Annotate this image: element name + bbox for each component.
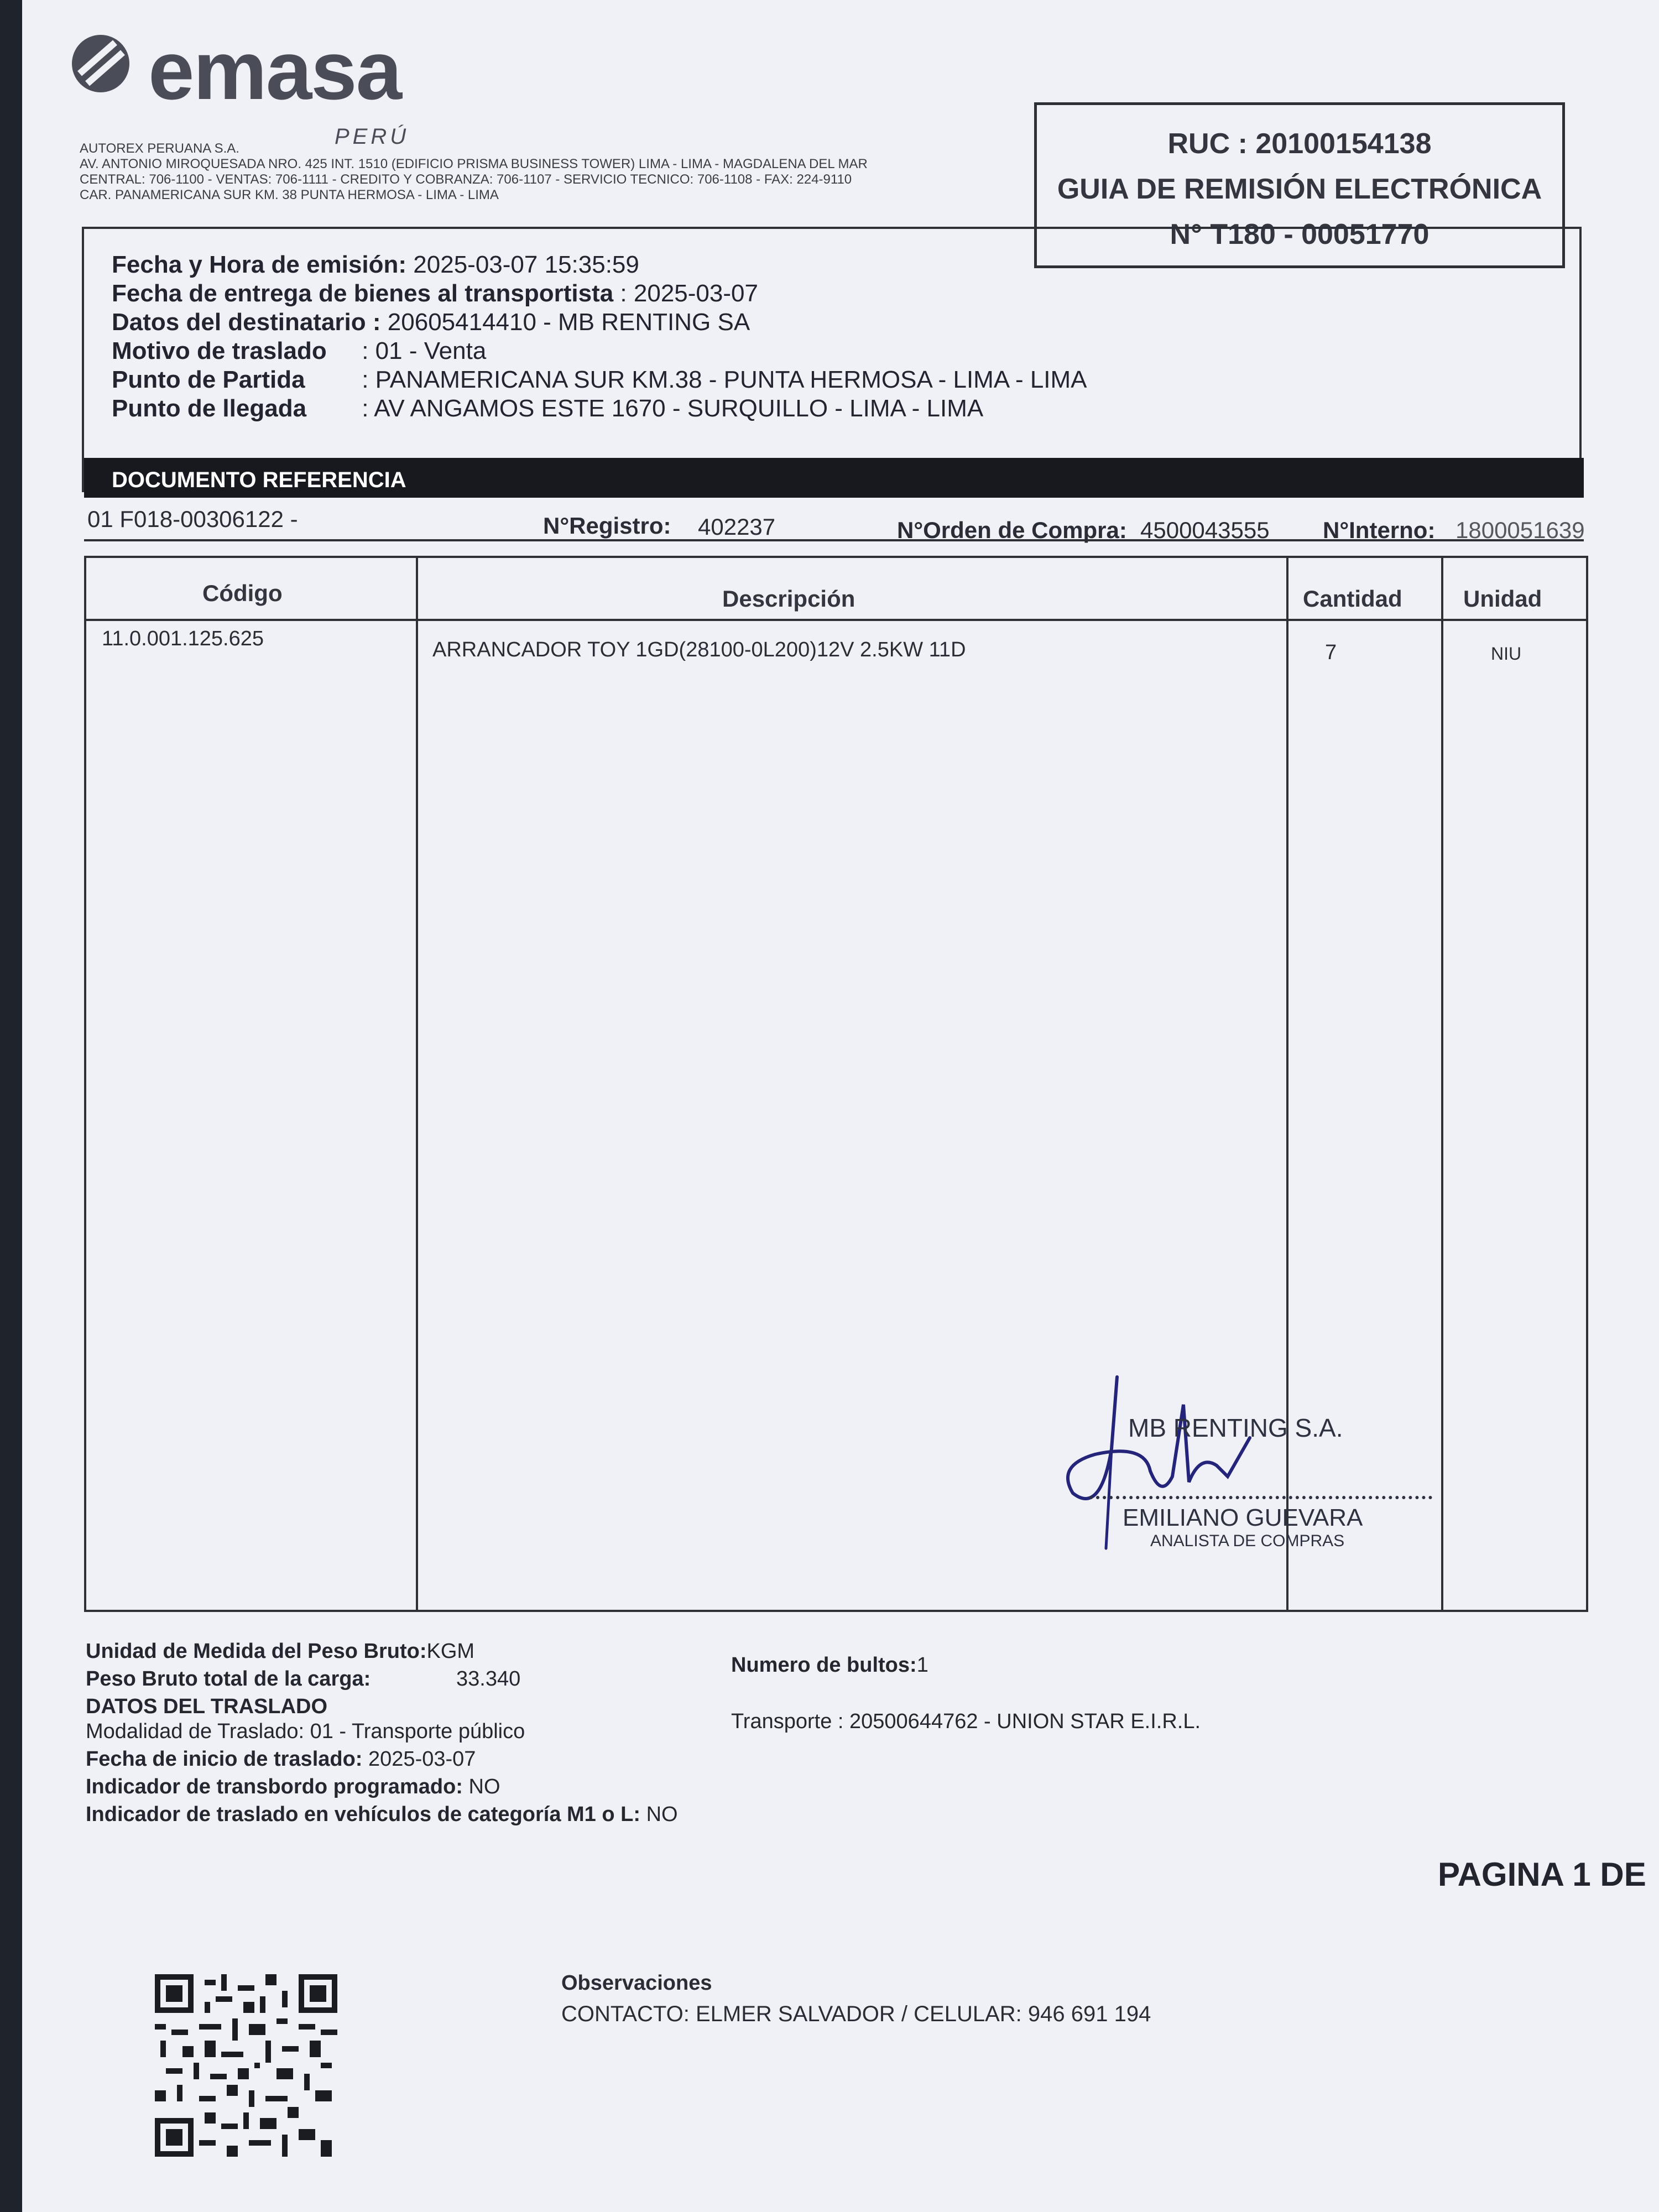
emision-label: Fecha y Hora de emisión: (112, 251, 407, 278)
document-type: GUIA DE REMISIÓN ELECTRÓNICA (1057, 173, 1542, 205)
llegada-label: Punto de llegada (112, 395, 307, 422)
entrega-row (112, 280, 758, 307)
bultos-label: Numero de bultos: (731, 1653, 917, 1677)
document-number: N° T180 - 00051770 (1170, 218, 1430, 251)
emasa-logo-icon (67, 30, 134, 97)
interno-value: 1800051639 (1455, 517, 1585, 543)
registro-value: 402237 (698, 514, 776, 540)
emision-row (112, 251, 639, 279)
motivo-row (112, 337, 486, 365)
company-address (80, 141, 909, 203)
stamp-company: MB RENTING S.A. (1128, 1413, 1343, 1442)
brand-name: emasa (148, 24, 401, 117)
column-divider (1441, 558, 1443, 1610)
document-page (22, 0, 1659, 2212)
stamp-signature-line (1089, 1496, 1432, 1499)
orden-label: N°Orden de Compra: (897, 517, 1127, 543)
transbordo-row (86, 1775, 500, 1799)
partida-label: Punto de Partida (112, 366, 305, 393)
llegada-row (112, 395, 983, 422)
partida-row (112, 366, 1087, 394)
datos-traslado-title: DATOS DEL TRASLADO (86, 1695, 328, 1718)
cell-cantidad: 7 (1325, 641, 1337, 664)
transporte-text: Transporte : 20500644762 - UNION STAR E.I.R.L. (731, 1710, 1201, 1733)
page-indicator: PAGINA 1 DE (1438, 1856, 1646, 1893)
ruc-number: RUC : 20100154138 (1167, 128, 1432, 160)
categoria-value: NO (646, 1803, 678, 1826)
inicio-row (86, 1747, 476, 1771)
registro-label: N°Registro: (543, 513, 671, 539)
categoria-row (86, 1803, 678, 1827)
header-descripcion: Descripción (722, 586, 855, 612)
header-divider (86, 619, 1586, 621)
transbordo-label: Indicador de transbordo programado: (86, 1775, 463, 1798)
stamp-role: ANALISTA DE COMPRAS (1150, 1532, 1345, 1550)
header-cantidad: Cantidad (1303, 586, 1402, 612)
transbordo-value: NO (468, 1775, 500, 1798)
company-line: CENTRAL: 706-1100 - VENTAS: 706-1111 - CREDITO Y COBRANZA: 706-1107 - SERVICIO TECNICO: 706-1108 - FAX: 224-9110 (80, 172, 852, 187)
cell-descripcion: ARRANCADOR TOY 1GD(28100-0L200)12V 2.5KW 11D (432, 638, 966, 661)
destinatario-value: 20605414410 - MB RENTING SA (387, 309, 750, 336)
header-unidad: Unidad (1463, 586, 1542, 612)
bultos-value: 1 (916, 1653, 928, 1677)
observaciones-label: Observaciones (561, 1971, 712, 1995)
observaciones-value: CONTACTO: ELMER SALVADOR / CELULAR: 946 691 194 (561, 2002, 1151, 2026)
motivo-value: : 01 - Venta (362, 337, 487, 364)
stamp-name: EMILIANO GUEVARA (1123, 1504, 1363, 1531)
reference-doc: 01 F018-00306122 - (87, 506, 298, 532)
interno-label: N°Interno: (1323, 517, 1436, 543)
qr-code-icon (155, 1974, 337, 2157)
unidad-row (86, 1640, 474, 1663)
header-codigo: Código (202, 580, 283, 606)
company-line: CAR. PANAMERICANA SUR KM. 38 PUNTA HERMOSA - LIMA - LIMA (80, 187, 499, 202)
cell-unidad: NIU (1491, 644, 1522, 664)
categoria-label: Indicador de traslado en vehículos de categoría M1 o L: (86, 1803, 641, 1826)
company-line: AV. ANTONIO MIROQUESADA NRO. 425 INT. 1510 (EDIFICIO PRISMA BUSINESS TOWER) LIMA - LIMA - MAGDALENA DEL MAR (80, 156, 868, 171)
entrega-value: : 2025-03-07 (620, 280, 758, 307)
shipment-info-box (82, 227, 1582, 492)
emision-value: 2025-03-07 15:35:59 (413, 251, 639, 278)
destinatario-label: Datos del destinatario : (112, 309, 381, 336)
unidad-value: KGM (426, 1640, 475, 1663)
entrega-label: Fecha de entrega de bienes al transportista (112, 280, 614, 307)
modalidad-text: Modalidad de Traslado: 01 - Transporte público (86, 1720, 525, 1743)
peso-label: Peso Bruto total de la carga: (86, 1667, 371, 1691)
cell-codigo: 11.0.001.125.625 (102, 627, 264, 650)
reference-row (84, 500, 1584, 541)
peso-value: 33.340 (456, 1667, 521, 1691)
inicio-value: 2025-03-07 (368, 1747, 476, 1771)
column-divider (416, 558, 418, 1610)
brand-country: PERÚ (335, 124, 410, 149)
destinatario-row (112, 309, 750, 336)
reference-header: DOCUMENTO REFERENCIA (84, 458, 1584, 498)
bultos-row (731, 1653, 928, 1677)
unidad-label: Unidad de Medida del Peso Bruto: (86, 1640, 427, 1663)
peso-row (86, 1667, 520, 1691)
orden-value: 4500043555 (1140, 517, 1270, 543)
inicio-label: Fecha de inicio de traslado: (86, 1747, 363, 1771)
partida-value: : PANAMERICANA SUR KM.38 - PUNTA HERMOSA - LIMA - LIMA (362, 366, 1087, 393)
llegada-value: : AV ANGAMOS ESTE 1670 - SURQUILLO - LIMA - LIMA (362, 395, 984, 422)
motivo-label: Motivo de traslado (112, 337, 327, 364)
company-line: AUTOREX PERUANA S.A. (80, 141, 239, 156)
